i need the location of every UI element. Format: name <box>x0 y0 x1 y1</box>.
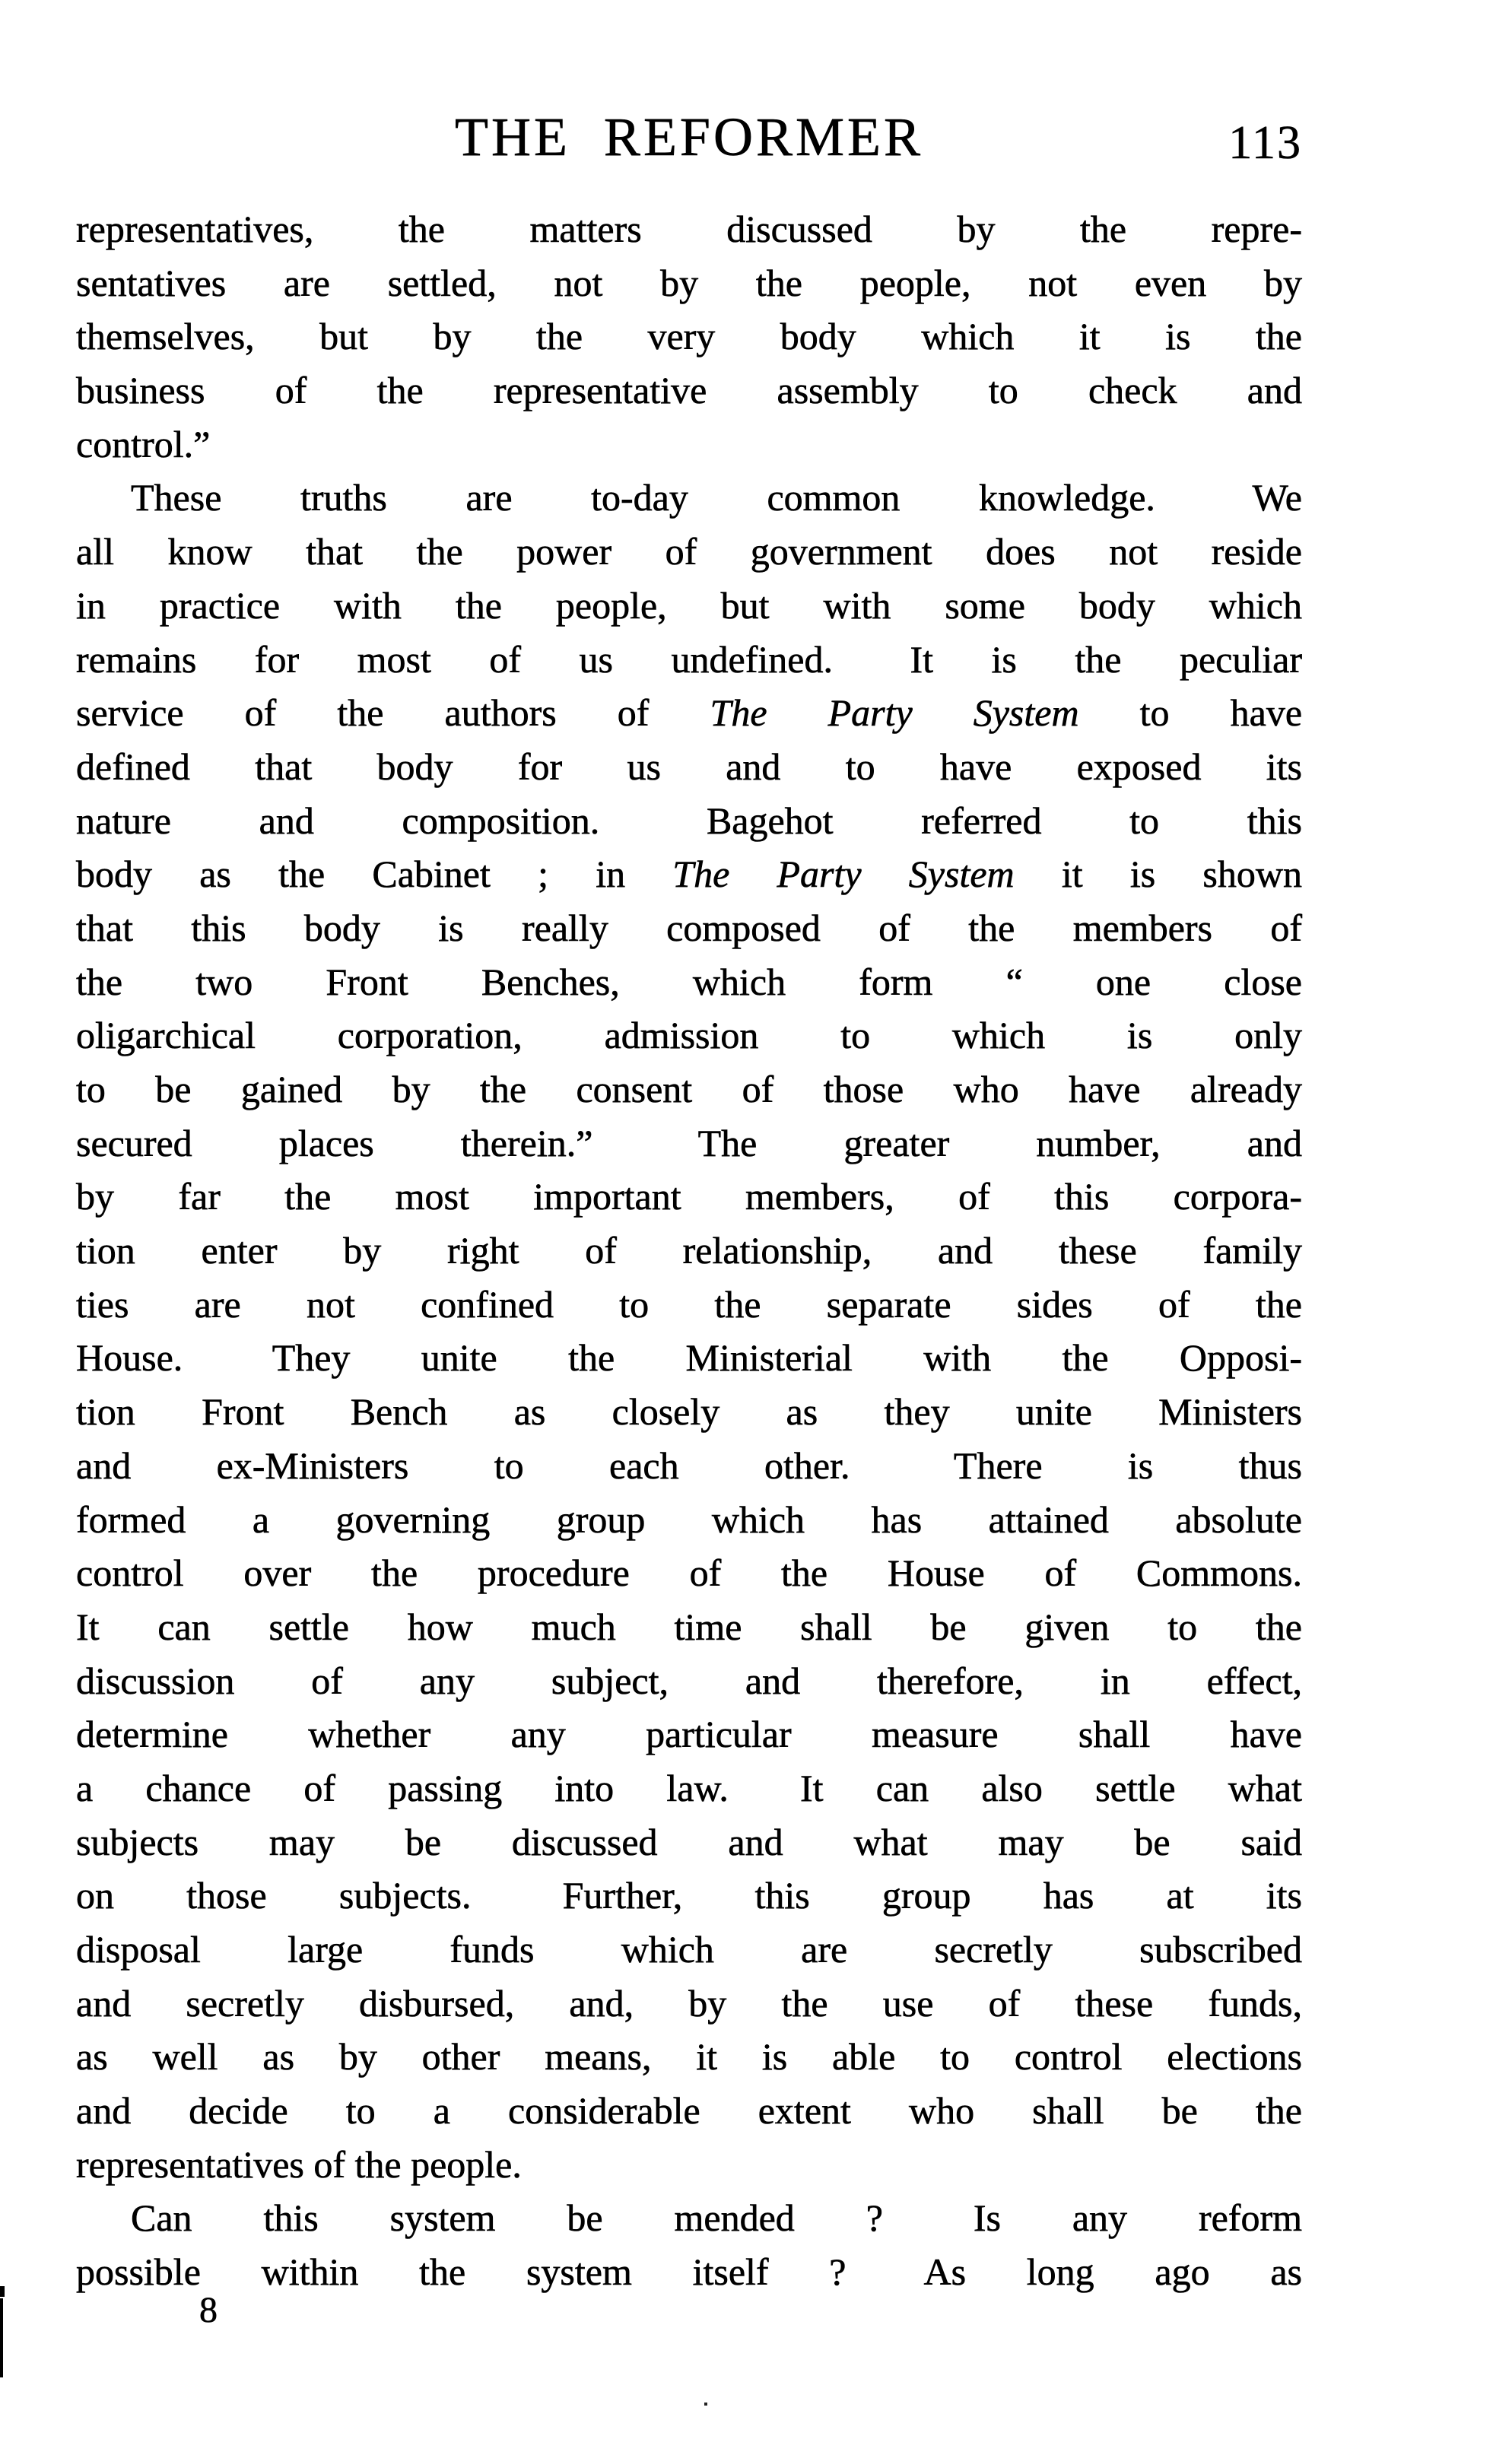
text-segment: control.” <box>76 422 211 465</box>
text-segment: tion enter by right of relationship, and these family <box>76 1229 1302 1272</box>
text-line <box>76 1493 1302 1547</box>
text-segment: possible within the system itself ? As long ago as <box>76 2250 1302 2294</box>
text-line <box>76 1977 1302 2031</box>
scan-artifact-dot <box>704 2403 707 2406</box>
text-line <box>76 740 1302 794</box>
text-line <box>76 1062 1302 1116</box>
text-line <box>76 847 1302 901</box>
text-segment: subjects may be discussed and what may be said <box>76 1820 1302 1863</box>
page-number: 113 <box>1228 117 1302 169</box>
book-title-italic: The Party System <box>672 853 1015 896</box>
text-line <box>76 794 1302 848</box>
text-segment: sentatives are settled, not by the people, not even by <box>76 261 1302 304</box>
text-line <box>76 1385 1302 1439</box>
text-segment: to have <box>1078 691 1303 735</box>
text-segment: body as the Cabinet ; in <box>76 853 673 896</box>
text-line <box>76 256 1302 310</box>
text-line <box>76 1923 1302 1977</box>
scan-artifact-bar <box>0 2298 3 2377</box>
text-line <box>76 2084 1302 2138</box>
page-header <box>76 106 1302 175</box>
text-line <box>76 1761 1302 1815</box>
text-segment: remains for most of us undefined. It is the peculiar <box>76 637 1302 681</box>
text-line <box>76 202 1302 256</box>
text-line <box>76 901 1302 955</box>
text-line <box>76 418 1302 472</box>
text-line <box>76 1170 1302 1224</box>
text-segment: formed a governing group which has attained absolute <box>76 1497 1302 1541</box>
text-segment: disposal large funds which are secretly subscribed <box>76 1928 1302 1971</box>
text-line <box>76 364 1302 418</box>
text-segment: secured places therein.” The greater number, and <box>76 1121 1302 1164</box>
text-line <box>76 633 1302 687</box>
text-segment: ties are not confined to the separate sides of the <box>76 1282 1302 1326</box>
text-line <box>76 686 1302 740</box>
text-line <box>76 1707 1302 1761</box>
text-segment: business of the representative assembly to check and <box>76 369 1302 412</box>
text-line <box>76 1278 1302 1332</box>
text-line <box>76 2191 1302 2245</box>
text-segment: it is shown <box>1014 853 1302 896</box>
text-segment: and secretly disbursed, and, by the use of these funds, <box>76 1981 1302 2025</box>
text-segment: service of the authors of <box>76 691 710 735</box>
text-segment: oligarchical corporation, admission to which is only <box>76 1014 1302 1057</box>
text-line <box>76 1546 1302 1600</box>
scan-artifact-blob <box>0 2286 5 2297</box>
text-segment: all know that the power of government does not reside <box>76 530 1302 573</box>
text-line <box>76 955 1302 1009</box>
signature-mark: 8 <box>199 2290 218 2330</box>
text-segment: that this body is really composed of the members of <box>76 906 1302 949</box>
text-segment: determine whether any particular measure shall have <box>76 1713 1302 1756</box>
text-segment: representatives of the people. <box>76 2142 522 2186</box>
text-line <box>76 310 1302 364</box>
text-line <box>76 1869 1302 1923</box>
text-segment: nature and composition. Bagehot referred to this <box>76 799 1302 842</box>
text-segment: It can settle how much time shall be given to the <box>76 1605 1302 1648</box>
text-line <box>76 1815 1302 1869</box>
text-segment: tion Front Bench as closely as they unite Ministers <box>76 1390 1302 1434</box>
text-line <box>76 1600 1302 1654</box>
text-segment: discussion of any subject, and therefore, in effect, <box>76 1659 1302 1702</box>
text-segment: control over the procedure of the House of Commons. <box>76 1551 1302 1595</box>
text-segment: and ex-Ministers to each other. There is thus <box>76 1443 1302 1487</box>
text-segment: themselves, but by the very body which it is the <box>76 315 1302 358</box>
text-line <box>76 1008 1302 1062</box>
text-segment: representatives, the matters discussed by the repre- <box>76 208 1302 250</box>
text-segment: in practice with the people, but with some body which <box>76 583 1302 627</box>
text-segment: and decide to a considerable extent who shall be the <box>76 2089 1302 2133</box>
text-line <box>76 2245 1302 2299</box>
text-line <box>76 525 1302 579</box>
text-segment: House. They unite the Ministerial with the Opposi- <box>76 1336 1302 1380</box>
text-line <box>76 1654 1302 1708</box>
running-title: THE REFORMER <box>454 106 924 167</box>
text-segment: the two Front Benches, which form “ one close <box>76 960 1302 1003</box>
text-line <box>76 1116 1302 1170</box>
text-line <box>76 1331 1302 1385</box>
body-text <box>76 202 1302 2299</box>
text-segment: on those subjects. Further, this group has at its <box>76 1874 1302 1917</box>
text-segment: defined that body for us and to have exposed its <box>76 745 1302 788</box>
text-line <box>76 579 1302 633</box>
text-line <box>76 471 1302 525</box>
text-line <box>76 2030 1302 2084</box>
text-segment: These truths are to-day common knowledge. We <box>131 476 1302 519</box>
text-segment: as well as by other means, it is able to control elections <box>76 2035 1302 2079</box>
text-line <box>76 1224 1302 1278</box>
book-title-italic: The Party System <box>710 691 1079 735</box>
text-segment: to be gained by the consent of those who have already <box>76 1068 1302 1110</box>
text-segment: a chance of passing into law. It can also settle what <box>76 1766 1302 1809</box>
text-segment: Can this system be mended ? Is any reform <box>131 2196 1302 2240</box>
text-line <box>76 2138 1302 2192</box>
text-line <box>76 1439 1302 1493</box>
text-segment: by far the most important members, of this corpora- <box>76 1175 1302 1218</box>
